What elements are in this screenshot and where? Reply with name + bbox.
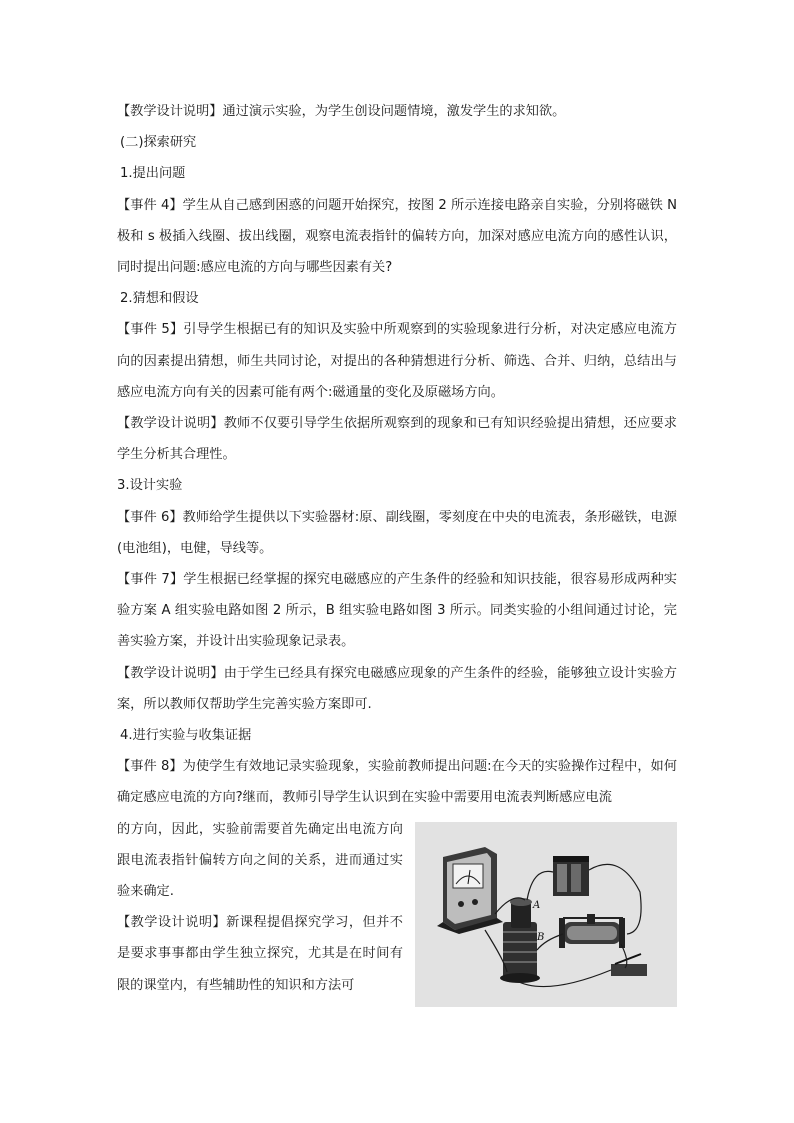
section-heading-explore: (二)探索研究 <box>120 135 197 151</box>
subheading-ask-question: 1.提出问题 <box>120 166 186 182</box>
left-text-column <box>117 814 403 1001</box>
paragraph-design-note-1: 【教学设计说明】通过演示实验，为学生创设问题情境，激发学生的求知欲。 <box>117 104 566 119</box>
subheading-hypothesis: 2.猜想和假设 <box>120 291 199 307</box>
label-B: B <box>537 931 545 943</box>
paragraph-event-4: 【事件 4】学生从自己感到困惑的问题开始探究，按图 2 所示连接电路亲自实验，分别将磁铁 N 极和 s 极插入线圈、拔出线圈，观察电流表指针的偏转方向，加深对感应电流方向的感性认识，同时提出问题:感应电流的方向与哪些因素有关? <box>117 197 677 276</box>
paragraph-event-5: 【事件 5】引导学生根据已有的知识及实验中所观察到的实验现象进行分析，对决定感应电流方向的因素提出猜想，师生共同讨论，对提出的各种猜想进行分析、筛选、合并、归纳，总结出与感应电流方向有关的因素可能有两个:磁通量的变化及原磁场方向。 <box>117 322 677 400</box>
subheading-design-experiment: 3.设计实验 <box>117 478 183 494</box>
paragraph-design-note-3: 【教学设计说明】由于学生已经具有探究电磁感应现象的产生条件的经验，能够独立设计实验方案，所以教师仅帮助学生完善实验方案即可. <box>117 665 677 712</box>
paragraph-design-note-2: 【教学设计说明】教师不仅要引导学生依据所观察到的现象和已有知识经验提出猜想，还应要求学生分析其合理性。 <box>117 416 677 463</box>
paragraph-event-8-continued: 的方向，因此，实验前需要首先确定出电流方向跟电流表指针偏转方向之间的关系，进而通过实验来确定. <box>117 821 403 900</box>
experiment-apparatus-photo <box>415 822 677 1007</box>
paragraph-event-8: 【事件 8】为使学生有效地记录实验现象，实验前教师提出问题:在今天的实验操作过程中，如何确定感应电流的方向?继而，教师引导学生认识到在实验中需要用电流表判断感应电流 <box>117 759 677 806</box>
label-A: A <box>533 899 541 911</box>
battery-icon <box>553 856 589 896</box>
paragraph-event-6: 【事件 6】教师给学生提供以下实验器材:原、副线圈，零刻度在中央的电流表，条形磁铁，电源(电池组)，电健，导线等。 <box>117 509 677 556</box>
ammeter-icon <box>437 847 503 934</box>
document-body <box>117 96 677 1007</box>
text-with-figure <box>117 814 677 1007</box>
paragraph-design-note-4: 【教学设计说明】新课程提倡探究学习，但并不是要求事事都由学生独立探究，尤其是在时间有限的课堂内，有些辅助性的知识和方法可 <box>117 915 403 993</box>
subheading-conduct-experiment: 4.进行实验与收集证据 <box>120 728 252 744</box>
paragraph-event-7: 【事件 7】学生根据已经掌握的探究电磁感应的产生条件的经验和知识技能，很容易形成两种实验方案 A 组实验电路如图 2 所示，B 组实验电路如图 3 所示。同类实验的小组间通过讨论，完善实验方案，并设计出实验现象记录表。 <box>117 572 677 650</box>
